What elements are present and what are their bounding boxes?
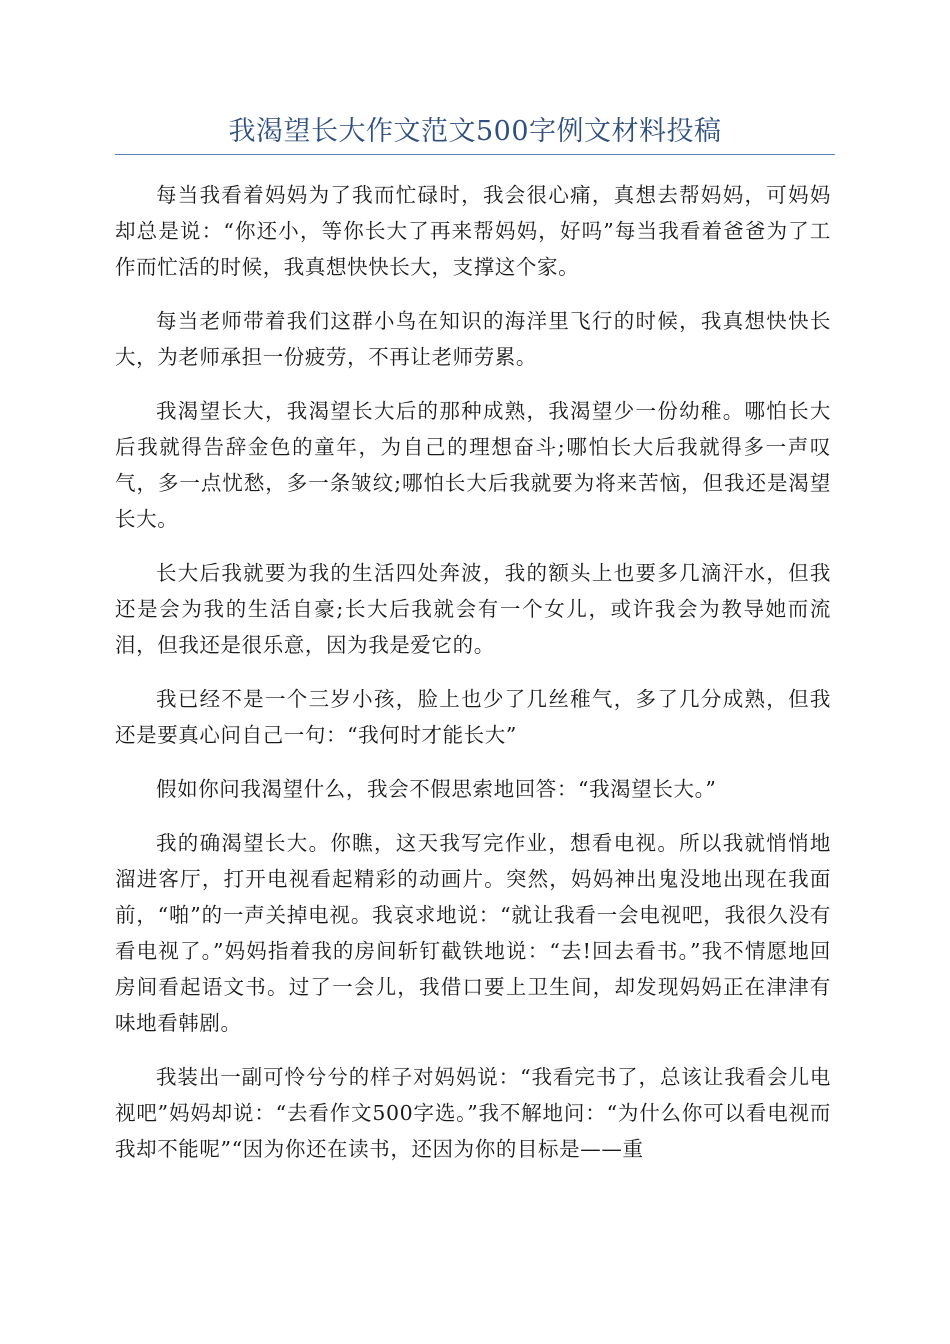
paragraph-2: 每当老师带着我们这群小鸟在知识的海洋里飞行的时候，我真想快快长大，为老师承担一份疲劳，不再让老师劳累。 <box>115 309 831 369</box>
paragraph-1: 每当我看着妈妈为了我而忙碌时，我会很心痛，真想去帮妈妈，可妈妈却总是说：“你还小，等你长大了再来帮妈妈，好吗”每当我看着爸爸为了工作而忙活的时候，我真想快快长大，支撑这个家。 <box>115 183 831 279</box>
document-title: 我渴望长大作文范文500字例文材料投稿 <box>228 116 722 147</box>
title-underline <box>115 154 835 155</box>
paragraph-3: 我渴望长大，我渴望长大后的那种成熟，我渴望少一份幼稚。哪怕长大后我就得告辞金色的童年，为自己的理想奋斗;哪怕长大后我就得多一声叹气，多一点忧愁，多一条皱纹;哪怕长大后我就要为将来苦恼，但我还是渴望长大。 <box>115 399 831 531</box>
document-body <box>115 177 831 1185</box>
paragraph-6: 假如你问我渴望什么，我会不假思索地回答：“我渴望长大。” <box>156 777 717 801</box>
paragraph-7: 我的确渴望长大。你瞧，这天我写完作业，想看电视。所以我就悄悄地溜进客厅，打开电视看起精彩的动画片。突然，妈妈神出鬼没地出现在我面前，“啪”的一声关掉电视。我哀求地说：“就让我看一会电视吧，我很久没有看电视了。”妈妈指着我的房间斩钉截铁地说：“去!回去看书。”我不情愿地回房间看起语文书。过了一会儿，我借口要上卫生间，却发现妈妈正在津津有味地看韩剧。 <box>115 831 831 1035</box>
paragraph-4: 长大后我就要为我的生活四处奔波，我的额头上也要多几滴汗水，但我还是会为我的生活自豪;长大后我就会有一个女儿，或许我会为教导她而流泪，但我还是很乐意，因为我是爱它的。 <box>115 561 831 657</box>
paragraph-5: 我已经不是一个三岁小孩，脸上也少了几丝稚气，多了几分成熟，但我还是要真心问自己一句：“我何时才能长大” <box>115 687 831 747</box>
paragraph-8: 我装出一副可怜兮兮的样子对妈妈说：“我看完书了，总该让我看会儿电视吧”妈妈却说：“去看作文500字选。”我不解地问：“为什么你可以看电视而我却不能呢”“因为你还在读书，还因为你的目标是——重 <box>115 1065 831 1161</box>
